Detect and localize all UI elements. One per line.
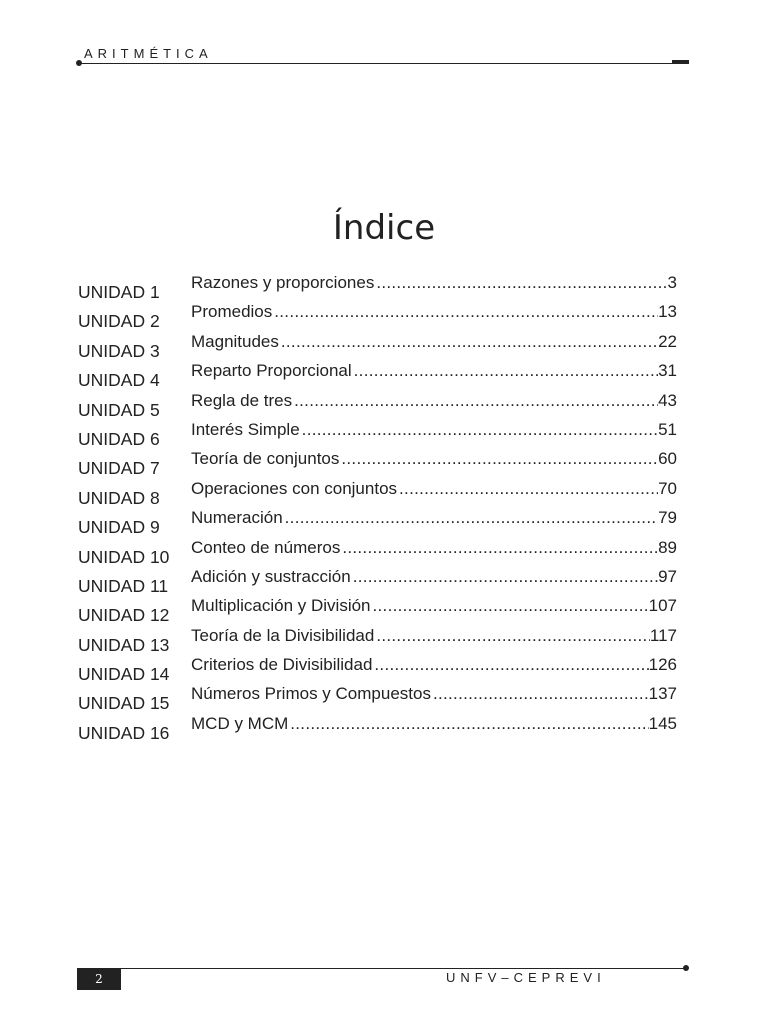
footer-rule	[80, 968, 686, 969]
unit-label: UNIDAD 16	[78, 722, 170, 743]
toc-entry-page: 145	[648, 713, 677, 733]
toc-entry-page: 70	[658, 478, 677, 498]
toc-entry	[191, 503, 677, 532]
toc-entry-page: 117	[649, 625, 677, 645]
unit-label: UNIDAD 9	[78, 517, 160, 538]
page-number-badge: 2	[77, 968, 121, 990]
toc-entry-page: 22	[658, 331, 677, 351]
dot-leader	[300, 415, 658, 444]
dot-leader	[374, 268, 667, 297]
toc-entry-page: 43	[658, 390, 677, 410]
unit-label: UNIDAD 2	[78, 311, 160, 332]
unit-label: UNIDAD 12	[78, 605, 170, 626]
dot-leader	[372, 650, 648, 679]
toc-entry-page: 60	[658, 449, 677, 469]
toc-entry-title: Adición y sustracción	[191, 566, 351, 586]
toc-entry-page: 89	[658, 537, 677, 557]
unit-label: UNIDAD 5	[78, 399, 160, 420]
unit-label: UNIDAD 10	[78, 546, 170, 567]
toc-entry-list	[191, 268, 677, 738]
running-header-title: ARITMÉTICA	[84, 46, 213, 61]
toc-entry-title: Promedios	[191, 302, 273, 322]
toc-entry-title: Números Primos y Compuestos	[191, 684, 431, 704]
toc-entry-title: Teoría de conjuntos	[191, 449, 340, 469]
page-title: Índice	[332, 208, 436, 248]
toc-entry	[191, 297, 677, 326]
toc-entry-title: Interés Simple	[191, 419, 300, 439]
toc-entry	[191, 444, 677, 473]
toc-entry	[191, 650, 677, 679]
toc-entry-title: MCD y MCM	[191, 713, 289, 733]
toc-entry	[191, 562, 677, 591]
toc-entry-title: Magnitudes	[191, 331, 279, 351]
dot-leader	[283, 503, 658, 532]
toc-entry-title: Criterios de Divisibilidad	[191, 655, 373, 675]
unit-list	[78, 278, 188, 748]
unit-label: UNIDAD 1	[78, 282, 160, 302]
dot-leader	[288, 709, 648, 738]
dot-leader	[374, 621, 650, 650]
unit-label: UNIDAD 3	[78, 340, 160, 361]
toc-entry	[191, 591, 677, 620]
toc-entry-page: 51	[658, 419, 677, 439]
toc-entry-page: 137	[648, 684, 677, 704]
header-rule	[80, 63, 688, 64]
toc-entry	[191, 679, 677, 708]
toc-entry-title: Multiplicación y División	[191, 596, 371, 616]
unit-label: UNIDAD 6	[78, 428, 160, 449]
toc-entry	[191, 474, 677, 503]
toc-entry-page: 107	[648, 596, 677, 616]
unit-label: UNIDAD 14	[78, 664, 170, 685]
toc-entry-page: 79	[658, 508, 677, 528]
unit-label: UNIDAD 11	[78, 575, 169, 596]
toc-entry-title: Teoría de la Divisibilidad	[191, 625, 375, 645]
dot-leader	[351, 562, 658, 591]
toc-entry-title: Operaciones con conjuntos	[191, 478, 398, 498]
toc-entry	[191, 386, 677, 415]
toc-entry	[191, 415, 677, 444]
unit-label: UNIDAD 4	[78, 370, 160, 391]
unit-label: UNIDAD 8	[78, 487, 160, 508]
dot-leader	[352, 356, 658, 385]
toc-entry-title: Conteo de números	[191, 537, 341, 557]
toc-entry-title: Reparto Proporcional	[191, 361, 352, 381]
unit-label: UNIDAD 7	[78, 458, 160, 479]
toc-entry	[191, 533, 677, 562]
toc-entry	[191, 327, 677, 356]
unit-label: UNIDAD 15	[78, 693, 170, 714]
dot-leader	[292, 386, 658, 415]
toc-entry-page: 13	[658, 302, 677, 322]
dot-leader	[339, 444, 658, 473]
toc-entry-page: 31	[658, 361, 677, 381]
toc-entry-page: 97	[658, 566, 677, 586]
toc-entry	[191, 356, 677, 385]
dot-leader	[397, 474, 658, 503]
toc-entry-page: 126	[648, 655, 677, 675]
dot-leader	[371, 591, 649, 620]
toc-entry-title: Numeración	[191, 508, 283, 528]
dot-leader	[340, 533, 658, 562]
toc-entry	[191, 709, 677, 738]
toc-entry-title: Razones y proporciones	[191, 273, 375, 292]
toc-entry-title: Regla de tres	[191, 390, 293, 410]
footer-rule-dot	[683, 965, 689, 971]
unit-label: UNIDAD 13	[78, 634, 170, 655]
toc-entry-page: 3	[667, 273, 677, 292]
dot-leader	[279, 327, 658, 356]
footer-publisher: UNFV–CEPREVI	[446, 970, 606, 985]
dot-leader	[431, 679, 649, 708]
dot-leader	[272, 297, 658, 326]
toc-entry	[191, 268, 677, 297]
header-rule-bar	[672, 60, 689, 64]
toc-entry	[191, 621, 677, 650]
